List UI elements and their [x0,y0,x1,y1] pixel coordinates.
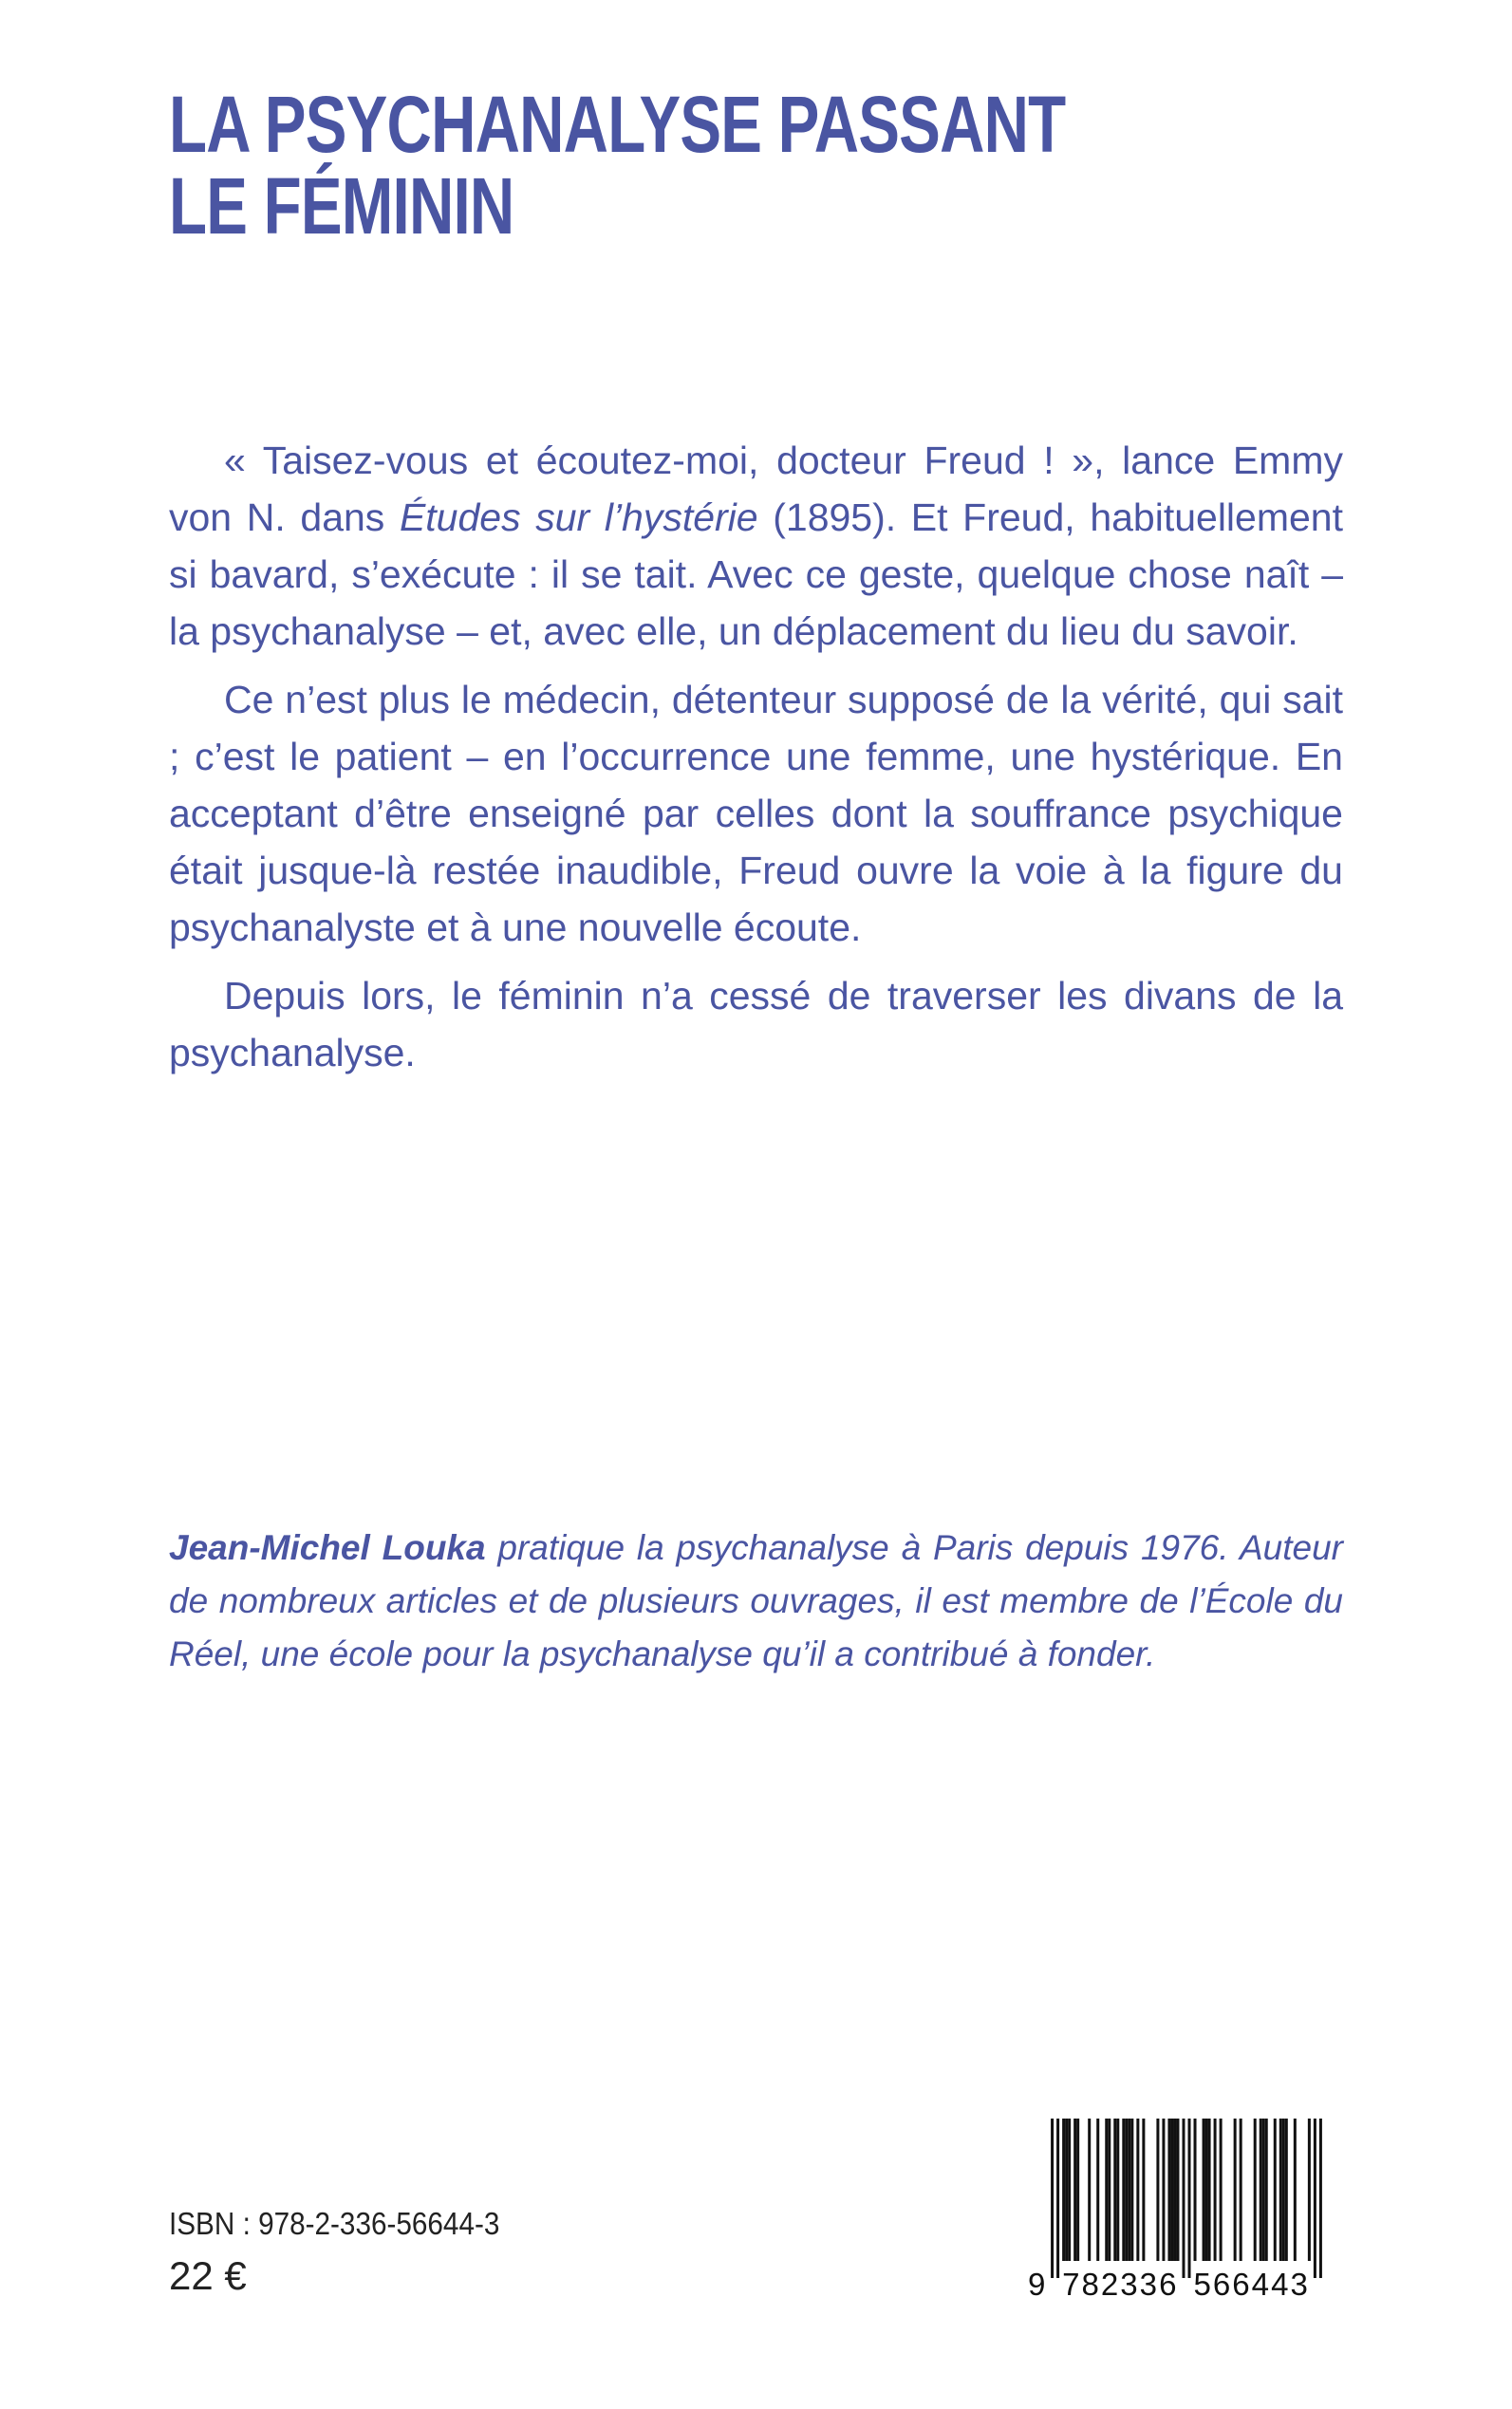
barcode-bar [1105,2119,1108,2261]
barcode-bar [1279,2119,1282,2261]
book-reference: Études sur l’hystérie [399,495,758,539]
barcode-bar [1176,2119,1179,2261]
barcode-digits: 782336 [1062,2268,1177,2301]
barcode-bar [1167,2119,1170,2261]
barcode-bar [1319,2119,1322,2278]
author-bio-text: pratique la psychanalyse à Paris depuis 1976. Auteur de nombreux articles et de plusieurs ouvrages, il est membre de l’École du Réel, une école pour la psychanalyse qu’il a contribué à fonder. [169,1528,1343,1673]
barcode-digits: 566443 [1193,2268,1308,2301]
barcode-bar [1062,2119,1065,2261]
title-line-1: LA PSYCHANALYSE PASSANT [169,80,1066,169]
author-bio [169,1522,1343,1681]
barcode-bar [1274,2119,1277,2261]
barcode-bar [1203,2119,1205,2261]
barcode-bar [1265,2119,1268,2261]
summary-paragraph-3: Depuis lors, le féminin n’a cessé de traverser les divans de la psychanalyse. [169,974,1343,1074]
barcode-bar [1254,2119,1257,2261]
barcode-bar [1220,2119,1223,2261]
title-line-2: LE FÉMININ [169,161,514,251]
price: 22 € [169,2253,247,2298]
barcode-bar [1130,2119,1133,2261]
barcode-bar [1294,2119,1297,2261]
barcode-bar [1088,2119,1091,2261]
barcode-bar [1051,2119,1054,2278]
barcode-bar [1260,2119,1262,2261]
barcode-bar [1056,2119,1059,2278]
barcode-bar [1073,2119,1076,2261]
barcode-bar [1122,2119,1125,2261]
barcode-bar [1173,2119,1176,2261]
summary-paragraph-2: Ce n’est plus le médecin, détenteur supposé de la vérité, qui sait ; c’est le patient – en l’occurrence une femme, une hystérique. En acceptant d’être enseigné par celles dont la souffrance psychique était jusque-là restée inaudible, Freud ouvre la voie à la figure du psychanalyste et à une nouvelle écoute. [169,678,1343,949]
barcode-bar [1096,2119,1099,2261]
summary-text: (1895). Et Freud, habituellement si bavard, s’exécute : il se tait. Avec ce geste, quelque chose naît – la psychanalyse – et, avec elle, un déplacement du lieu du savoir. [169,495,1343,653]
barcode-bar [1188,2119,1191,2278]
summary [169,432,1343,1092]
barcode-bar [1208,2119,1211,2261]
barcode-bar [1136,2119,1139,2261]
barcode-bar [1234,2119,1237,2261]
barcode-bar [1113,2119,1116,2261]
barcode-bar [1214,2119,1217,2261]
barcode-bar [1240,2119,1242,2261]
author-name: Jean-Michel Louka [169,1528,486,1567]
barcode-bar [1262,2119,1265,2261]
barcode [1025,2119,1348,2301]
book-title [169,80,1066,251]
barcode-bar [1108,2119,1111,2261]
barcode-bar [1125,2119,1128,2261]
summary-paragraph-1 [169,432,1343,660]
isbn: ISBN : 978-2-336-56644-3 [169,2206,500,2241]
barcode-bar [1282,2119,1285,2261]
barcode-bar [1162,2119,1165,2261]
barcode-bar [1065,2119,1068,2261]
barcode-bar [1314,2119,1316,2278]
barcode-bar [1285,2119,1288,2261]
barcode-bar [1205,2119,1208,2261]
barcode-bar [1116,2119,1119,2261]
barcode-bar [1068,2119,1071,2261]
barcode-bar [1194,2119,1197,2261]
barcode-bar [1128,2119,1130,2261]
barcode-bar [1076,2119,1079,2261]
barcode-bar [1308,2119,1311,2261]
barcode-bar [1156,2119,1159,2261]
barcode-bar [1170,2119,1173,2261]
summary-text: « Taisez-vous et écoutez-moi, docteur Freud ! », lance Emmy von N. dans [169,439,1343,539]
barcode-digits: 9 [1028,2268,1046,2301]
barcode-bar [1182,2119,1185,2278]
barcode-bar [1142,2119,1145,2261]
